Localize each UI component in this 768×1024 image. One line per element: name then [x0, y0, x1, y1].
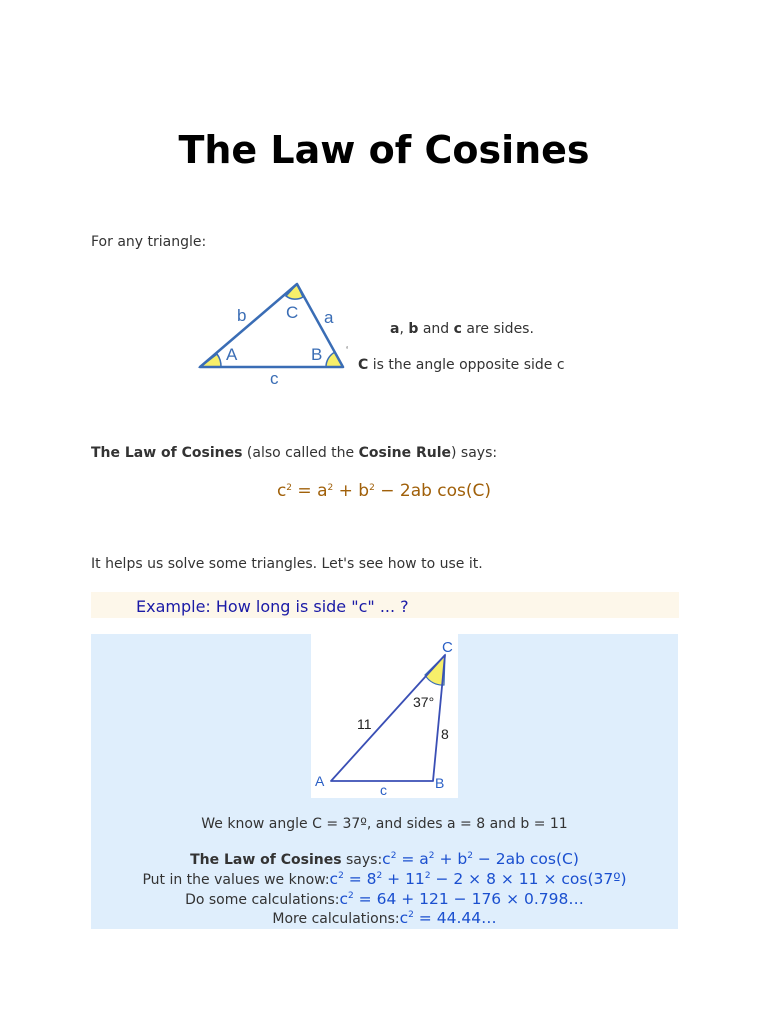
- vertex-b-label: B: [435, 775, 445, 791]
- helps-text: It helps us solve some triangles. Let's see how to use it.: [91, 556, 483, 572]
- vertex-c-label: C: [442, 639, 453, 656]
- known-values: We know angle C = 37º, and sides a = 8 and b = 11: [201, 816, 568, 832]
- vertex-a-label: A: [226, 345, 238, 364]
- side-b-label: b: [237, 306, 247, 325]
- step-law: The Law of Cosines $says:c^2 = a^2 + b^2 - 2ab$ cos(C): [190, 850, 579, 868]
- side-c-label: c: [270, 369, 279, 388]
- example-triangle-outline: [331, 655, 445, 781]
- page-title: The Law of Cosines: [178, 128, 590, 172]
- example-triangle-image: [311, 634, 458, 798]
- side-c-label: c: [380, 782, 387, 798]
- sides-note: a, b and c are sides.: [390, 321, 534, 337]
- angle-note: C is the angle opposite side c: [358, 357, 565, 373]
- triangle-diagram: [190, 276, 360, 388]
- side-c-term: c: [453, 321, 462, 337]
- step-calculate: Do some $calculations:c^2 = 64 + 121 - 176$ × 0.798…: [185, 890, 584, 908]
- side-8-label: 8: [441, 726, 449, 742]
- law-of-cosines-formula: $c^2 = a^2 + b^2 - 2ab$ cos(C): [276, 481, 492, 501]
- side-a-label: a: [324, 308, 334, 327]
- intro-text: For any triangle:: [91, 234, 207, 250]
- law-description: The Law of Cosines (also called the Cosine Rule) says:: [91, 445, 498, 461]
- side-a-term: a: [390, 321, 400, 337]
- side-11-label: 11: [357, 716, 372, 732]
- angle-c-term: C: [358, 357, 369, 373]
- angle-37-label: 37°: [413, 694, 435, 710]
- vertex-a-label: A: [315, 773, 325, 789]
- step-substitute: Put in the values we $know:c^2 = 8^2 + 11^2 - 2 \times 8 \times 11$ × cos(37º): [142, 870, 627, 888]
- side-b-term: b: [408, 321, 419, 337]
- vertex-b-label: B: [311, 345, 323, 364]
- step-more-calculations: More $calculations:c^2$ = 44.44…: [272, 909, 497, 927]
- apostrophe-mark: ‘: [346, 345, 349, 356]
- vertex-c-label: C: [286, 303, 299, 322]
- example-title: Example: How long is side "c" ... ?: [136, 597, 409, 616]
